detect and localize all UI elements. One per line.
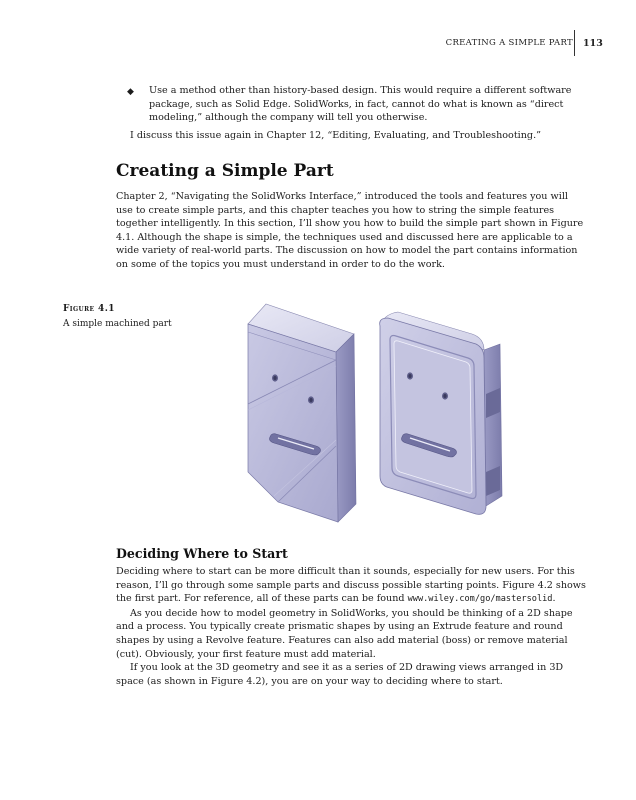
subsection-body xyxy=(116,565,586,688)
subsection-heading: Deciding Where to Start xyxy=(116,546,288,561)
page-header xyxy=(0,38,636,60)
page-number: 113 xyxy=(583,38,603,49)
figure-machined-part xyxy=(238,296,510,524)
figure-caption: A simple machined part xyxy=(63,319,172,329)
section-paragraph: Chapter 2, “Navigating the SolidWorks Interface,” introduced the tools and features you will use to create simple parts, and this chapter teaches you how to string the simple features together intelligently. In this section, I’ll show you how to build the simple part shown in Figure 4.1. Although the shape is simple, the techniques used and discussed here are applicable to a wide variety of real-world parts. The discussion on how to model the part contains information on some of the topics you must understand in order to do the work. xyxy=(116,191,584,270)
running-head: CREATING A SIMPLE PART xyxy=(445,38,573,48)
right-part-view xyxy=(380,312,502,514)
bullet-item: Use a method other than history-based design. This would require a different software package, such as Solid Edge. SolidWorks, in fact, cannot do what is known as “direct modeling,” although the company will tell you otherwise. xyxy=(149,85,572,124)
intro-paragraph: I discuss this issue again in Chapter 12, “Editing, Evaluating, and Troubleshooting.” xyxy=(130,130,542,141)
subsection-paragraph-1: Deciding where to start can be more difficult than it sounds, especially for new users. For this reason, I’ll go through some sample parts and discuss possible starting points. Figure 4.2 shows the first part. For reference, all of these parts can be found www.wiley.com/go/mastersolid. xyxy=(116,566,586,605)
subsection-paragraph-3: If you look at the 3D geometry and see it as a series of 2D drawing views arranged in 3D space (as shown in Figure 4.2), you are on your way to deciding where to start. xyxy=(116,662,564,687)
reference-url: www.wiley.com/go/mastersolid xyxy=(407,594,553,605)
section-heading: Creating a Simple Part xyxy=(116,161,334,181)
subsection-paragraph-2: As you decide how to model geometry in SolidWorks, you should be thinking of a 2D shape and a process. You typically create prismatic shapes by using an Extrude feature and round shapes by using a Revolve feature. Features can also add material (boss) or remove material (cut). Obviously, your first feature must add material. xyxy=(116,607,573,660)
left-part-view xyxy=(248,304,356,522)
figure-label: Figure 4.1 xyxy=(63,304,115,314)
header-divider xyxy=(574,30,575,56)
bullet-diamond-icon: ◆ xyxy=(127,87,134,97)
